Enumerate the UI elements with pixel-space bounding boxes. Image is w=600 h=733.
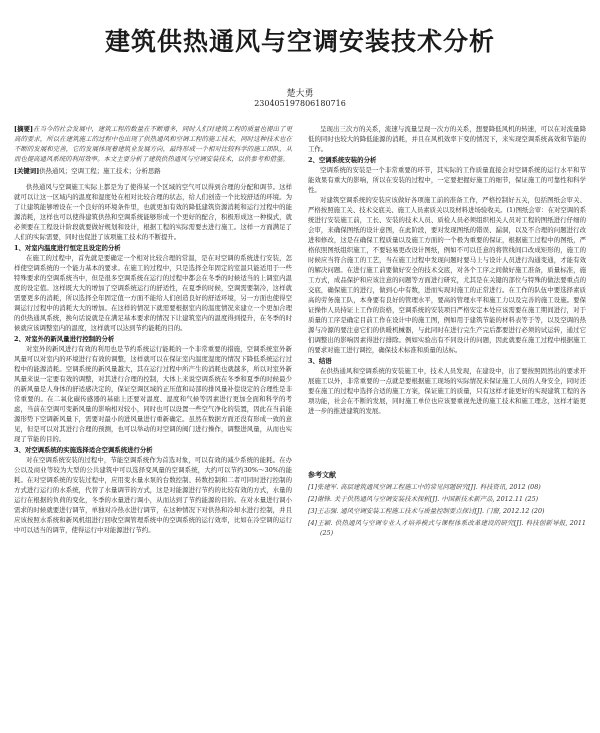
reference-item: [2]谢锋. 关于供热通风与空调安装技术探析[J]. 中国新技术新产品, 2012.11 (25) — [308, 495, 539, 503]
reference-item: [4]王颖. 供热通风与空调专业人才培养模式与课程体系改革建设的研究[J]. 科技创新导报, 2011 (25) — [308, 519, 586, 537]
left-body — [14, 182, 292, 535]
section-heading: 2、空调系统安装的分析 — [308, 156, 377, 164]
references-title: 参考文献 — [308, 470, 336, 479]
reference-item: [3]王志强. 通风空调安装工程施工技术与质量控制要点探讨[J]. 门窗, 2012.12 (20) — [308, 507, 545, 515]
section-heading: 3、对空调系统的实施选择适合空调系统进行分析 — [14, 446, 153, 454]
abstract-label: [摘要] — [14, 125, 34, 133]
author-affiliation: 230405197806180716 — [254, 99, 346, 108]
body-paragraph: 对建筑空调系统的安装应该做好各项施工前的准备工作，严格控制好五关，包括图纸会审关、严格按照施工关、技术交底关、施工人员素质关以及材料进场验收关。(1)图纸会审：在对空调的系统进行安装施工前，工长、安装的技术人员、质检人员必须组织相关人员对工程的图纸进行仔细的会审，来确保图纸的设计意图，在此阶段，要对发现图纸的错误、漏洞，以及不合理的问题进行改进和修改，这是在确保工程质量以及施工方面的一个极为重要的保证，根据施工过程中的图纸，严格依照图纸组织施工，不要轻易更改设计图纸，例如不可以任意的将管线间口改成矩形的，施工的时候应当符合施工的工艺，当在施工过程中发现问题时要马上与设计人员进行沟通变通，才能有效的解决问题。在进行施工前要做好安全的技术交底，对各个工序之间做好施工准备，质量标准，施工方式，成品保护和应该注意的问题等方面进行研究，尤其是在关键的部位与特殊的做法要重点的交底，确保施工的进行，做到心中有数，进而实现对施工的正常进行。在工作的队伍中要选择素质高的劳务施工队，本身要有良好的管理水平，要高的管理水平和施工力以及完善的施工设施。要保证操作人员持证上工作的资格，空调系统的安装项目严格安定本处应该需要在施工期间进行，对于质量的工序是确定目前工作在设计中的施工图，例如用于建筑节能的材料表等于等，以及空调的热源与冷源的要注意它们的供暖机械器，与此同时在进行完生产完后都要进行必须的试运转，通过它们调整出的影响因素得进行排除。例如实验出有不同设计的问题，因此就要在施工过程中根据施工的要求对施工进行调控，确保技术标准和质量的达标。 — [308, 196, 586, 354]
keywords-label: [关键词] — [14, 167, 40, 175]
abstract-text: 在当今的社会发展中，建筑工程的数量在不断增多，同时人们对建筑工程的质量也提出了更高的要求，所以在建筑施工的过程中也出现了供热通风和空调工程的施工技术，同时这种技术也在不断的发展和完善，它的发展体现着建筑业发展方向，最终形成一个相对比较科学的施工团队，从而也提高通风系统的利用效率。本文主要分析了建筑供热通风与空调安装技术，以供参考和借鉴。 — [14, 125, 292, 163]
left-column — [14, 124, 292, 535]
keywords — [14, 166, 292, 176]
body-paragraph: 对室外的新风进行有效的利用也是节约系统运行能耗的一个非常重要的措施，空调系统室外新风量可以对室内的环境进行有效的调整，这样就可以在保证室内温度湿度的情况下降低系统运行过程中的能源消耗。空调系统的新风量越大，其在运行过程中所产生的消耗也就越多，所以对室外新风量来说一定要有效的调整，对其进行合理的控制，大体上来说空调系统在冬季和夏季的时候最少的新风量是人身体的舒适感决定的，保证空调区域的正压值和局部的排风量补偿设定的合理性是非常重要的。在二氧化碳传感器的基础上还要对温度、湿度和气候等因素进行更加全面和科学的考虑，当前在空调可变新风量的影响相对较小，同时也可以设置一些空气净化的装置，因此在当前能源形势下空调新风量下，需要对最小的进风量进行重新确定。虽然在数据方面还没有形成一致的意见，但是可以对其进行合理的预测，也可以举动的对空调的阀门进行操作，调整进风量，从而也实现了节能的目的。 — [14, 345, 292, 443]
abstract — [14, 124, 292, 164]
body-paragraph: 供热通风与空调施工实际上都是为了使得某一个区域的空气可以得到合理的分配和调节。这样就可以让这一区域内的温度和湿度处在相对比较合理的状态，给人们创造一个比较舒适的环境。为了让建筑能够增设在一个良好的环境条件里，也就更加有效的降低建筑资源消耗和运行过程中的能源消耗，这样也可以使得建筑供热和空调系统能够形成一个更好的配合，积极形成这一种模式，就必须要在工程设计阶段就要做好规划和设计，根据工程的实际需要去进行施工。这样一方面满足了人们的实际需要，同时也促进了该项施工技术的不断提升。 — [14, 183, 292, 241]
body-paragraph: 在供热通风和空调系统的安装施工中，技术人员发现，在建设中，出了要按照固然出的要求开展施工以外，非常重要的一点就是要根据施工现场的实际情况来保证施工人员的人身安全，同时还要在施工的过程中选择合适的施工方案，保证施工的质量，只有这样才能更好的实现建筑工程的各项功能，社会在不断的发展，同时施工单位也应该要重视先进的施工技术和施工理念，这样才能更进一步的推进建筑的发展。 — [308, 367, 586, 415]
section-heading: 3、结语 — [308, 357, 332, 365]
section-heading: 1、对室内温度进行恒定且设定的分析 — [14, 244, 121, 252]
body-paragraph: 空调系统的安装是一个非常重要的环节，其实际的工作质量直接会对空调系统的运行水平和节能效果有重大的影响，所以在安装的过程中，一定要把握好施工的细节，保证施工的可靠性和科学性。 — [308, 166, 586, 194]
body-paragraph: 呈现出三次方的关系，流速与流量呈现一次方的关系，想要降低风机的转速，可以在对流量降低的同时也较大的降低能源的消耗，并且在风机效率下变的情况下，来实现空调系统高效和节能的工作。 — [308, 125, 586, 153]
right-body — [308, 124, 586, 416]
body-paragraph: 在施工的过程中，首先就是要确定一个相对比较合理的常温，是在对空调的系统进行安装，怎样使空调系统的一个能力基本的要求。在施工的过程中，只是选择全年固定的室温只能适用于一些特殊要求的空调系统当中，但是很多空调系统在运行的过程中都会在冬季的时候适当的上调室内温度的设定值。这样既大大的增加了空调系统运行的舒适性，在夏季的时候，空调需要制冷，这样就需要更多的消耗，所以选择全年固定值一方面不能给人们创造良好的舒适环境，另一方面也使得空调运行过程中的消耗大大的增加。在这样的情况下就需要根据室内的温度情况来建立一个更加合理的供热通风系统，换句话说就是在满足基本要求的情况下让建筑室内的温度得到提升，在冬季的时候就应该调整室内的温度，这样就可以达到节约能耗的目的。 — [14, 254, 292, 332]
references-list — [308, 482, 586, 538]
keywords-text: 供热通风；空调工程；施工技术；分析思路 — [39, 167, 161, 175]
paper-title: 建筑供热通风与空调安装技术分析 — [104, 27, 495, 56]
reference-item: [1]张建军. 高层建筑通风空调工程施工中的常见问题研究[J]. 科技资讯, 2012 (08) — [308, 483, 541, 491]
section-heading: 2、对室外的新风量进行控制的分析 — [14, 335, 115, 343]
author-name: 楚大勇 — [286, 89, 314, 99]
right-column — [308, 124, 586, 538]
body-paragraph: 对在空调系统安装的过程中，节能空调系统作为首选对象，可以有效的减少系统的能耗。在办公以及商业等较为大型的公共建筑中可以选择变风量的空调系统，大约可以节约30%～30%的能耗。在对空调系统的安装过程中，应用变水量水泵的台数控制、转数控制和二者可同时进行控制的方式进行运行的水系统，代替了水量调节的方式，这是对能源进行节约的比较有效的方式，水量的运行在根据的负荷的变化，冬季的水量进行调小，从而达到了节约能源的目的。在对水量进行调小需求的时候就要进行调节，单独对冷热水进行调节，在这种情况下对供热和冷却水进行控制，并且应该按照水系统和新风机组进行回收空调管理系统中的空调系统的运行效率，比如在冷空调的运行中可以适当的调节，使得运行中对能源进行节约。 — [14, 456, 292, 534]
